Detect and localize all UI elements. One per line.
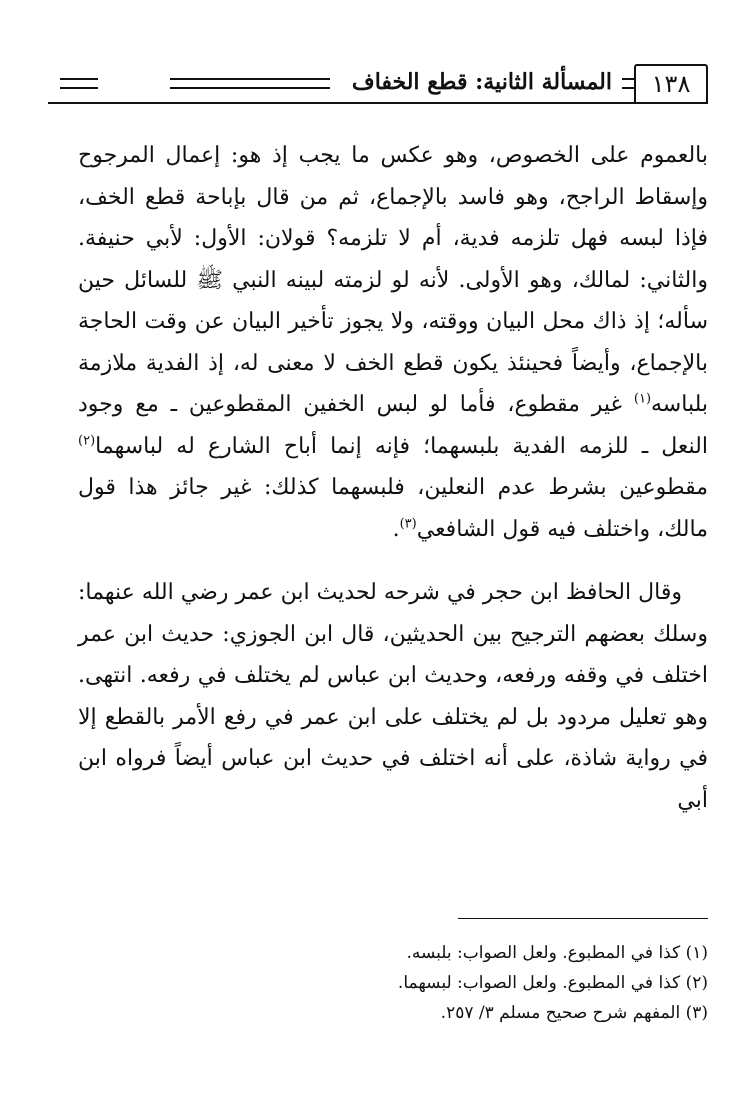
footnote: (٢) كذا في المطبوع. ولعل الصواب: لبسهما. [397,973,708,993]
footnote-ref: (٢) [78,433,96,449]
text-run: بالعموم على الخصوص، وهو عكس ما يجب إذ هو: إعمال المرجوح وإسقاط الراجح، وهو فاسد بالإجماع، ثم من قال بإباحة قطع الخف، فإذا لبسه فهل تلزمه فدية، أم لا تلزمه؟ قولان: الأول: لأبي حنيفة. والثاني: لمالك، وهو الأولى. لأنه لو لزمته لبينه النبي ﷺ للسائل حين سأله؛ إذ ذاك محل البيان ووقته، ولا يجوز تأخير البيان عن وقت الحاجة بالإجماع، وأيضاً فحينئذ يكون قطع الخف لا معنى له، إذ الفدية ملازمة بلباسه [78,143,708,417]
text-run: مقطوعين بشرط عدم النعلين، فلبسهما كذلك: غير جائز هذا قول مالك، واختلف فيه قول الشافعي [78,475,708,542]
running-header [48,64,708,104]
footnote-ref: (١) [633,391,652,407]
main-text [78,135,708,821]
text-run: . [392,516,400,542]
header-rule [170,78,330,89]
text-run: غير مقطوع، فأما لو لبس الخفين المقطوعين ـ مع وجود النعل ـ للزمه الفدية بلبسهما؛ فإنه إنما أباح الشارع له لباسهما [78,392,708,459]
header-rule [60,78,98,89]
text-run: وقال الحافظ ابن حجر في شرحه لحديث ابن عمر رضي الله عنهما: وسلك بعضهم الترجيح بين الحديثين، قال ابن الجوزي: حديث ابن عمر اختلف في وقفه ورفعه، وحديث ابن عباس لم يختلف في رفعه. انتهى. وهو تعليل مردود بل لم يختلف على ابن عمر في رفع الأمر بالقطع إلا في رواية شاذة، على أنه اختلف في حديث ابن عباس أيضاً فرواه ابن أبي [78,580,708,813]
footnote-separator [458,918,708,919]
footnote: (١) كذا في المطبوع. ولعل الصواب: بلبسه. [406,943,708,963]
page-number: ١٣٨ [634,64,708,104]
paragraph [78,135,708,550]
footnotes [300,938,708,1028]
paragraph [78,572,708,821]
header-rule [622,78,636,89]
header-underline [48,102,708,104]
footnote-ref: (٣) [399,516,417,532]
footnote: (٣) المفهم شرح صحيح مسلم ٣/ ٢٥٧. [440,1003,708,1023]
chapter-title: المسألة الثانية: قطع الخفاف [351,69,612,95]
